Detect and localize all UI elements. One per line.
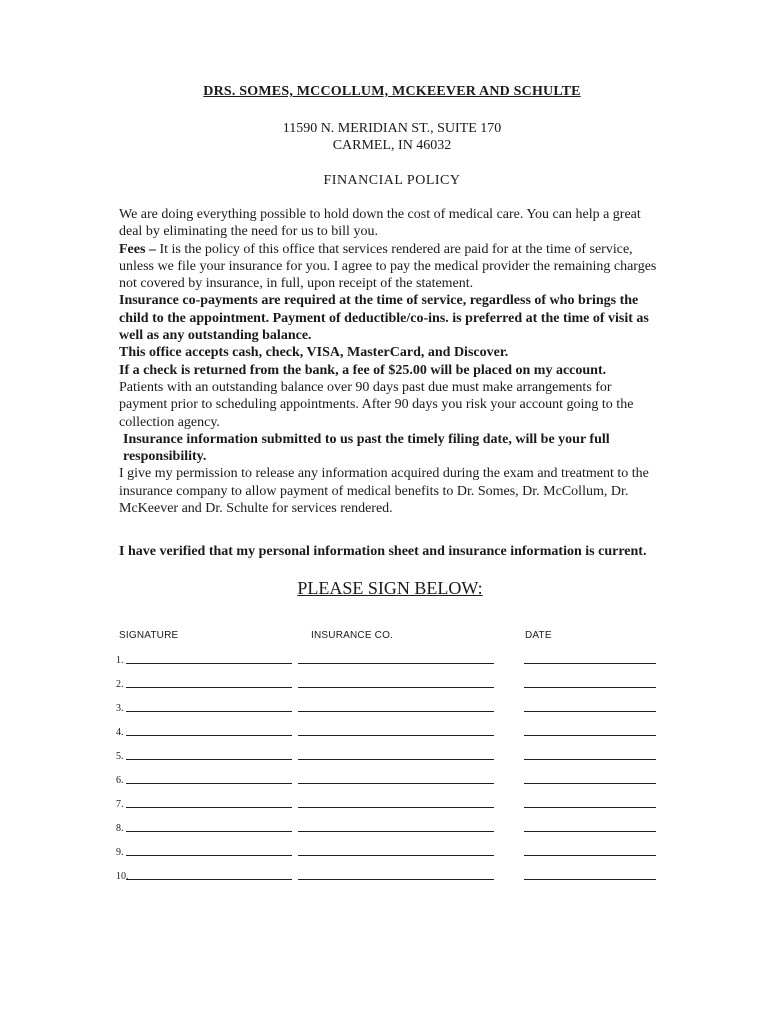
permission-paragraph: I give my permission to release any information acquired during the exam and treatment to the insurance company to allow payment of medical benefits to Dr. Somes, Dr. McCollum, Dr. McKeever and Dr. Schulte for services rendered.: [119, 466, 649, 517]
address-line-2: CARMEL, IN 46032: [332, 138, 452, 153]
intro-paragraph: We are doing everything possible to hold down the cost of medical care. You can help a great deal by eliminating the need for us to bill you.: [119, 207, 641, 240]
signature-row: [116, 748, 676, 762]
fees-paragraph: [119, 241, 659, 293]
payment-methods: This office accepts cash, check, VISA, MasterCard, and Discover.: [119, 345, 509, 361]
row-number: 2.: [116, 679, 124, 690]
insurance-column-header: INSURANCE CO.: [311, 630, 394, 641]
date-line[interactable]: [524, 783, 656, 784]
copay-paragraph: Insurance co-payments are required at the time of service, regardless of who brings the child to the appointment. Payment of deductible/co-ins. is preferred at the time of visit as well as any outstanding balance.: [119, 293, 649, 344]
insurance-line[interactable]: [298, 735, 494, 736]
date-line[interactable]: [524, 807, 656, 808]
insurance-line[interactable]: [298, 711, 494, 712]
sign-below-heading: PLEASE SIGN BELOW:: [297, 578, 483, 598]
date-line[interactable]: [524, 759, 656, 760]
signature-row: [116, 796, 676, 810]
insurance-line[interactable]: [298, 663, 494, 664]
signature-row: [116, 868, 676, 882]
insurance-line[interactable]: [298, 879, 494, 880]
signature-line[interactable]: [126, 855, 292, 856]
signature-line[interactable]: [126, 735, 292, 736]
signature-line[interactable]: [126, 879, 292, 880]
date-line[interactable]: [524, 711, 656, 712]
timely-filing-paragraph: Insurance information submitted to us past the timely filing date, will be your full responsibility.: [123, 431, 610, 465]
signature-line[interactable]: [126, 759, 292, 760]
fees-label: Fees –: [119, 241, 156, 257]
date-line[interactable]: [524, 687, 656, 688]
signature-row: [116, 700, 676, 714]
practice-name: DRS. SOMES, MCCOLLUM, MCKEEVER AND SCHULTE: [203, 84, 581, 99]
row-number: 5.: [116, 751, 124, 762]
signature-row: [116, 652, 676, 666]
insurance-line[interactable]: [298, 855, 494, 856]
date-column-header: DATE: [525, 630, 552, 641]
row-number: 8.: [116, 823, 124, 834]
policy-title: FINANCIAL POLICY: [323, 173, 461, 188]
insurance-line[interactable]: [298, 807, 494, 808]
row-number: 10.: [116, 871, 129, 882]
signature-row: [116, 724, 676, 738]
date-line[interactable]: [524, 855, 656, 856]
row-number: 1.: [116, 655, 124, 666]
date-line[interactable]: [524, 879, 656, 880]
insurance-line[interactable]: [298, 783, 494, 784]
signature-line[interactable]: [126, 663, 292, 664]
signature-line[interactable]: [126, 687, 292, 688]
signature-row: [116, 820, 676, 834]
date-line[interactable]: [524, 663, 656, 664]
outstanding-balance-paragraph: Patients with an outstanding balance over 90 days past due must make arrangements for payment prior to scheduling appointments. After 90 days you risk your account going to the collection agency.: [119, 379, 634, 430]
returned-check-notice: If a check is returned from the bank, a fee of $25.00 will be placed on my account.: [119, 362, 607, 378]
row-number: 6.: [116, 775, 124, 786]
policy-body: [119, 206, 659, 517]
signature-row: [116, 844, 676, 858]
signature-line[interactable]: [126, 831, 292, 832]
row-number: 7.: [116, 799, 124, 810]
signature-line[interactable]: [126, 783, 292, 784]
row-number: 3.: [116, 703, 124, 714]
insurance-line[interactable]: [298, 831, 494, 832]
verification-statement: I have verified that my personal information sheet and insurance information is current.: [119, 544, 647, 559]
row-number: 4.: [116, 727, 124, 738]
date-line[interactable]: [524, 831, 656, 832]
row-number: 9.: [116, 847, 124, 858]
signature-line[interactable]: [126, 711, 292, 712]
signature-column-header: SIGNATURE: [119, 630, 179, 641]
insurance-line[interactable]: [298, 687, 494, 688]
signature-row: [116, 676, 676, 690]
signature-row: [116, 772, 676, 786]
date-line[interactable]: [524, 735, 656, 736]
address-line-1: 11590 N. MERIDIAN ST., SUITE 170: [282, 121, 502, 136]
signature-line[interactable]: [126, 807, 292, 808]
fees-text: It is the policy of this office that services rendered are paid for at the time of service, unless we file your insurance for you. I agree to pay the medical provider the remaining charges not covered by insurance, in full, upon receipt of the statement.: [119, 241, 657, 292]
insurance-line[interactable]: [298, 759, 494, 760]
